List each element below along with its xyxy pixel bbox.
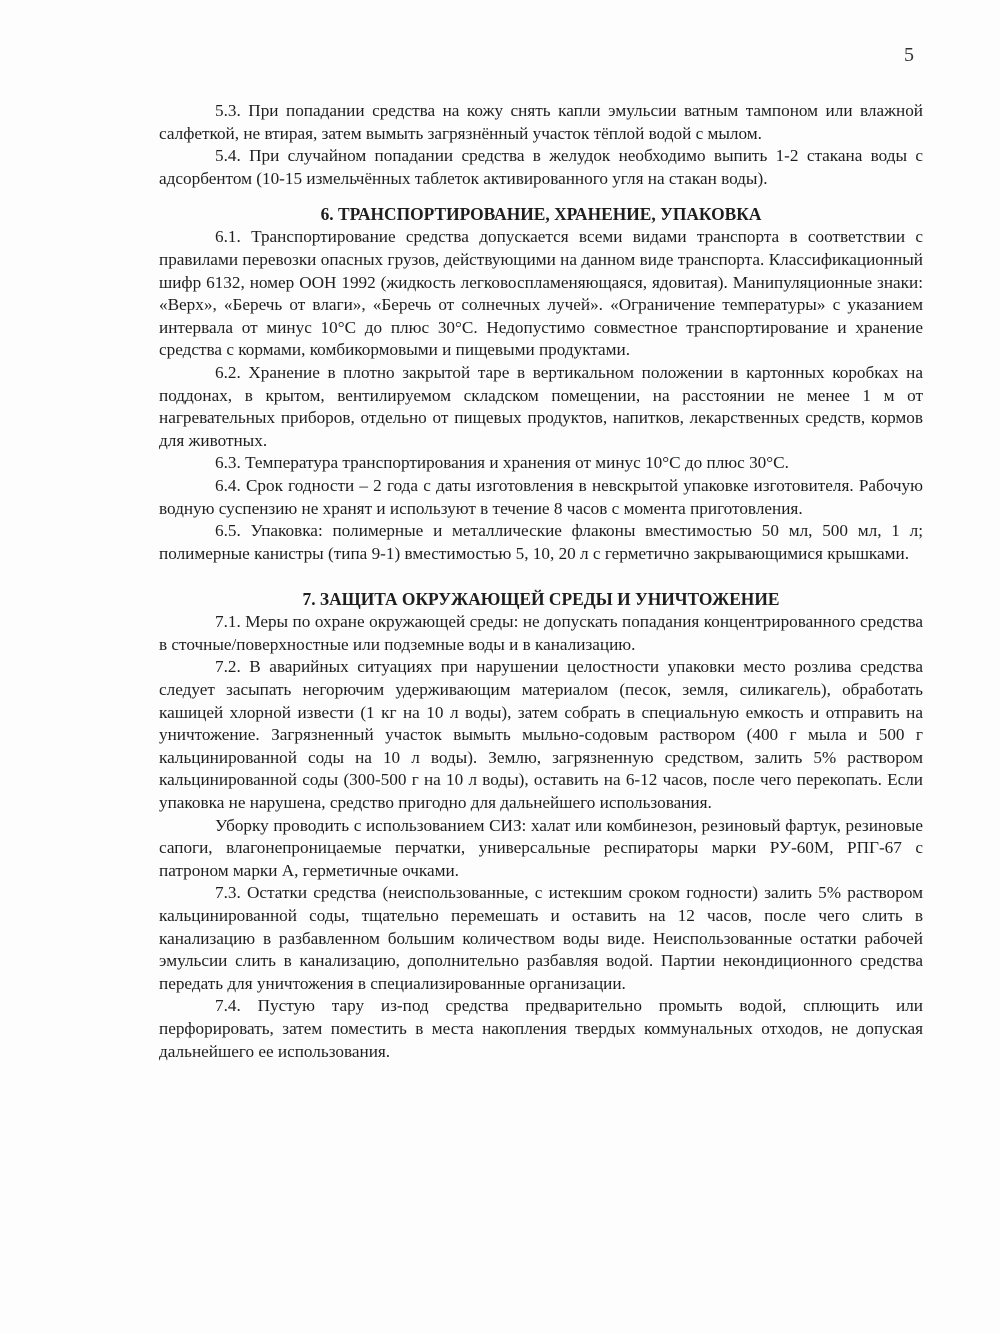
paragraph-7-2: 7.2. В аварийных ситуациях при нарушении целостности упаковки место розлива средства следует засыпать негорючим удерживающим материалом (песок, земля, силикагель), обработать кашицей хлорной извести (1 кг на 10 л воды), затем собрать в специальную емкость и отправить на уничтожение. Загрязненный участок вымыть мыльно-содовым раствором (400 г мыла и 500 г кальцинированной соды на 10 л воды). Землю, загрязненную средством, залить 5% раствором кальцинированной соды (300-500 г на 10 л воды), оставить на 6-12 часов, после чего перекопать. Если упаковка не нарушена, средство пригодно для дальнейшего использования. [159, 657, 923, 813]
paragraph-6-5: 6.5. Упаковка: полимерные и металлические флаконы вместимостью 50 мл, 500 мл, 1 л; полимерные канистры (типа 9-1) вместимостью 5, 10, 20 л с герметично закрывающимися крышками. [159, 521, 923, 563]
paragraph-6-4: 6.4. Срок годности – 2 года с даты изготовления в невскрытой упаковке изготовителя. Рабочую водную суспензию не хранят и используют в течение 8 часов с момента приготовления. [159, 475, 923, 518]
paragraph-6-2: 6.2. Хранение в плотно закрытой таре в вертикальном положении в картонных коробках на поддонах, в крытом, вентилируемом складском помещении, на расстоянии не менее 1 м от нагревательных приборов, отдельно от пищевых продуктов, напитков, лекарственных средств, кормов для животных. [159, 362, 923, 450]
paragraph-5-3: 5.3. При попадании средства на кожу снять капли эмульсии ватным тампоном или влажной салфеткой, не втирая, затем вымыть загрязнённый участок тёплой водой с мылом. [159, 101, 923, 143]
section-6-heading: 6. ТРАНСПОРТИРОВАНИЕ, ХРАНЕНИЕ, УПАКОВКА [320, 204, 762, 225]
paragraph-5-4: 5.4. При случайном попадании средства в желудок необходимо выпить 1-2 стакана воды с адсорбентом (10-15 измельчённых таблеток активированного угля на стакан воды). [159, 146, 923, 188]
page-number: 5 [904, 44, 914, 66]
paragraph-6-1: 6.1. Транспортирование средства допускается всеми видами транспорта в соответствии с правилами перевозки опасных грузов, действующими на данном виде транспорта. Классификационный шифр 6132, номер ООН 1992 (жидкость легковоспламеняющаяся, ядовитая). Манипуляционные знаки: «Верх», «Беречь от влаги», «Беречь от солнечных лучей». «Ограничение температуры» с указанием интервала от минус 10°С до плюс 30°С. Недопустимо совместное транспортирование и хранение средства с кормами, комбикормовыми и пищевыми продуктами. [159, 227, 923, 360]
paragraph-7-3: 7.3. Остатки средства (неиспользованные, с истекшим сроком годности) залить 5% раствором кальцинированной соды, тщательно перемешать и оставить на 12 часов, после чего слить в канализацию в разбавленном большим количеством воды виде. Неиспользованные остатки рабочей эмульсии слить в канализацию, дополнительно разбавляя водой. Партии некондиционного средства передать для уничтожения в специализированные организации. [159, 883, 923, 993]
paragraph-7-4: 7.4. Пустую тару из-под средства предварительно промыть водой, сплющить или перфорировать, затем поместить в места накопления твердых коммунальных отходов, не допуская дальнейшего ее использования. [159, 996, 923, 1061]
section-7-heading: 7. ЗАЩИТА ОКРУЖАЮЩЕЙ СРЕДЫ И УНИЧТОЖЕНИЕ [302, 589, 780, 610]
paragraph-6-3: 6.3. Температура транспортирования и хранения от минус 10°С до плюс 30°С. [215, 453, 789, 473]
document-body [159, 100, 923, 1063]
paragraph-7-1: 7.1. Меры по охране окружающей среды: не допускать попадания концентрированного средства в сточные/поверхностные или подземные воды и в канализацию. [159, 612, 923, 654]
paragraph-cleanup-ppe: Уборку проводить с использованием СИЗ: халат или комбинезон, резиновый фартук, резиновые сапоги, влагонепроницаемые перчатки, универсальные респираторы марки РУ-60М, РПГ-67 с патроном марки А, герметичные очками. [159, 815, 923, 880]
